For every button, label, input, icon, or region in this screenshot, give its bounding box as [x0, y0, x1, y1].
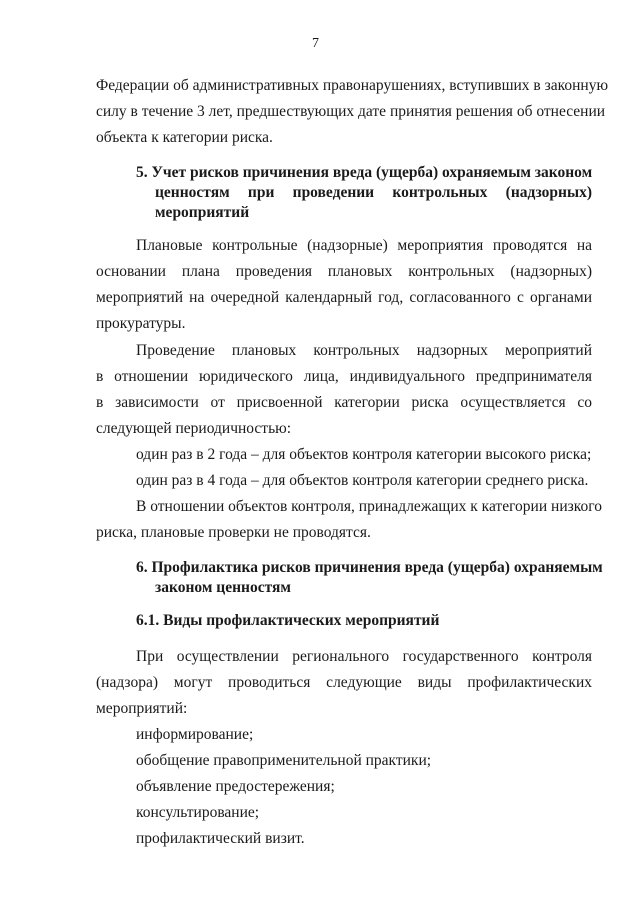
measure-list-item: информирование;: [136, 726, 254, 743]
frequency-line-2: один раз в 4 года – для объектов контроля категории среднего риска.: [136, 472, 589, 489]
intro-line-3: объекта к категории риска.: [96, 129, 273, 146]
frequency-line-1: один раз в 2 года – для объектов контроля категории высокого риска;: [136, 446, 592, 463]
section5-heading-line-2: ценностям при проведении контрольных (надзорных): [155, 184, 592, 201]
measure-list-item: обобщение правоприменительной практики;: [136, 752, 432, 769]
section5-p3-line-1: В отношении объектов контроля, принадлежащих к категории низкого: [136, 498, 602, 515]
section5-p1-line-4: прокуратуры.: [96, 315, 186, 332]
section6-p1-line-1: При осуществлении регионального государственного контроля: [136, 648, 592, 665]
measure-list-item: профилактический визит.: [136, 830, 305, 847]
section5-p1-line-1: Плановые контрольные (надзорные) мероприятия проводятся на: [136, 237, 592, 254]
section5-p2-line-3: в зависимости от присвоенной категории риска осуществляется со: [96, 394, 592, 411]
measure-list-item: объявление предостережения;: [136, 778, 335, 795]
intro-line-1: Федерации об административных правонарушениях, вступивших в законную: [96, 77, 609, 94]
section5-heading-line-1: 5. Учет рисков причинения вреда (ущерба) охраняемым законом: [136, 164, 593, 181]
page-number: 7: [312, 36, 319, 51]
section6-1-heading: 6.1. Виды профилактических мероприятий: [136, 612, 440, 629]
section5-p1-line-3: мероприятий на очередной календарный год, согласованного с органами: [96, 289, 592, 306]
section5-heading-line-3: мероприятий: [155, 204, 250, 221]
section6-heading-line-1: 6. Профилактика рисков причинения вреда (ущерба) охраняемым: [136, 559, 603, 576]
intro-line-2: силу в течение 3 лет, предшествующих дате принятия решения об отнесении: [96, 103, 606, 120]
section6-p1-line-3: мероприятий:: [96, 700, 188, 717]
section6-heading-line-2: законом ценностям: [155, 579, 291, 596]
section5-p2-line-2: в отношении юридического лица, индивидуального предпринимателя: [96, 368, 592, 385]
section5-p2-line-4: следующей периодичностью:: [96, 420, 292, 437]
section5-p1-line-2: основании плана проведения плановых контрольных (надзорных): [96, 263, 592, 280]
measure-list-item: консультирование;: [136, 804, 260, 821]
section5-p2-line-1: Проведение плановых контрольных надзорных мероприятий: [136, 342, 592, 359]
section5-p3-line-2: риска, плановые проверки не проводятся.: [96, 524, 371, 541]
section6-p1-line-2: (надзора) могут проводиться следующие виды профилактических: [96, 674, 592, 691]
